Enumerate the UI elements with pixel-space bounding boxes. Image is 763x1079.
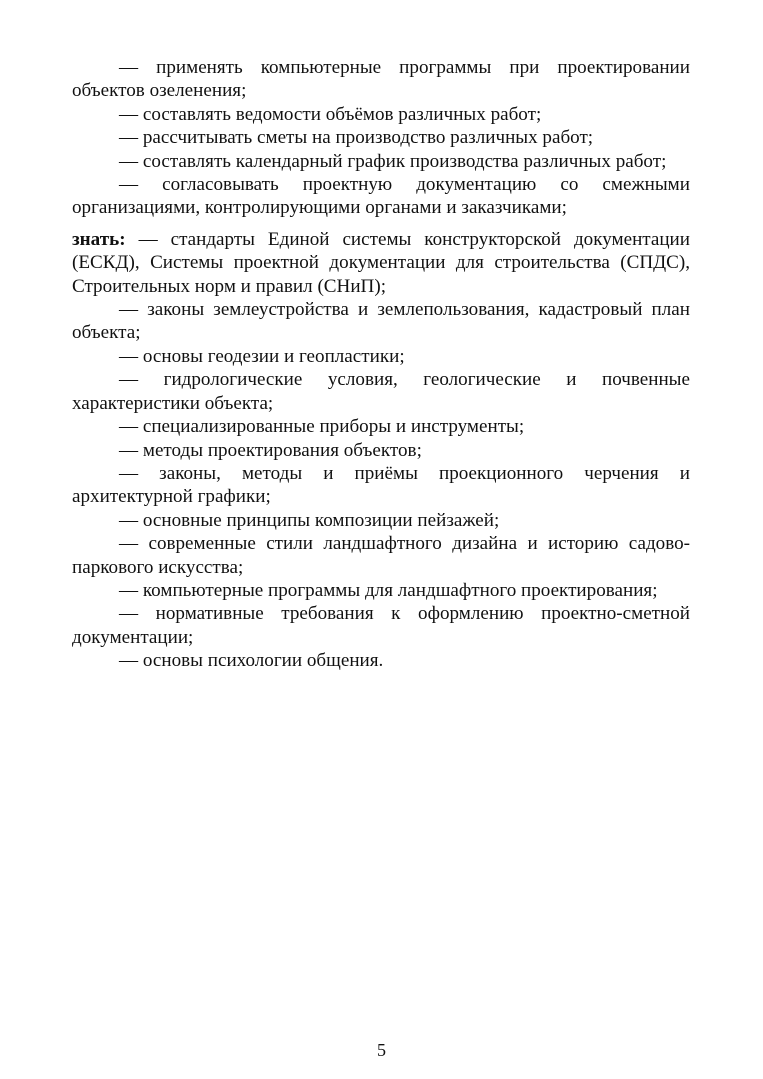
- skill-item: — рассчитывать сметы на производство различных работ;: [119, 127, 594, 149]
- knowledge-item: — стандарты Единой системы конструкторской документации (ЕСКД), Системы проектной документации для строительства (СПДС), Строительных норм и правил (СНиП);: [72, 228, 690, 297]
- knowledge-item: — гидрологические условия, геологические и почвенные характеристики объекта;: [72, 369, 690, 414]
- knowledge-item: — законы землеустройства и землепользования, кадастровый план объекта;: [72, 299, 690, 344]
- skill-item: — составлять ведомости объёмов различных работ;: [119, 103, 542, 125]
- knowledge-item: — нормативные требования к оформлению проектно-сметной документации;: [72, 603, 690, 648]
- knowledge-item: — методы проектирования объектов;: [119, 439, 422, 461]
- knowledge-item: — современные стили ландшафтного дизайна и историю садово-паркового искусства;: [72, 533, 690, 578]
- knowledge-item: — основные принципы композиции пейзажей;: [119, 509, 500, 531]
- knowledge-item: — основы психологии общения.: [119, 650, 384, 672]
- knowledge-item: — компьютерные программы для ландшафтного проектирования;: [119, 579, 658, 601]
- knowledge-heading-block: [72, 228, 690, 298]
- page-number: 5: [377, 1040, 386, 1060]
- knowledge-item: — основы геодезии и геопластики;: [119, 345, 405, 367]
- knowledge-item: — специализированные приборы и инструменты;: [119, 416, 525, 438]
- knowledge-item: — законы, методы и приёмы проекционного черчения и архитектурной графики;: [72, 462, 690, 508]
- skill-item: — применять компьютерные программы при проектировании объектов озеленения;: [72, 57, 690, 102]
- section-heading-know: знать:: [72, 228, 126, 250]
- skill-item: — согласовывать проектную документацию со смежными организациями, контролирующими органами и заказчиками;: [72, 174, 690, 219]
- skill-item: — составлять календарный график производства различных работ;: [119, 150, 667, 172]
- page-body: [72, 56, 690, 673]
